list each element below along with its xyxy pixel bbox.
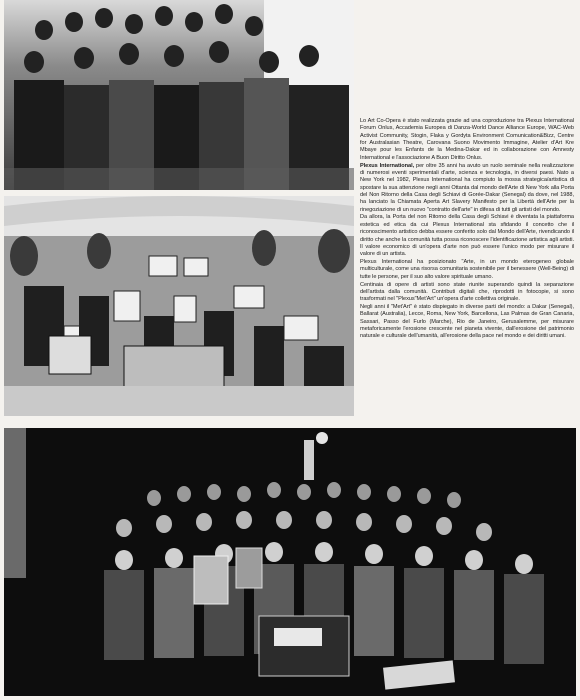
photo-group-bottom xyxy=(4,428,576,696)
photo-group-top xyxy=(4,0,354,190)
paragraph-metart-locations: Negli anni il "Met'Art" è stato dispiegato in diverse parti del mondo: a Dakar (Senegal), Ballarat (Australia), Lecce, Roma, New York, Barcellona, Las Palmas de Gran Canaria, Sassari, Passo del Furlo (Marche), Rio de Janeiro, Gerusalemme, per misurare metaforicamente l'erosione crescente nel pianeta vivente, dall'erosione del patrimonio naturale e culturale dell'umanità, all'erosione della pace nel mondo e dei diritti umani. xyxy=(360,304,574,340)
paragraph-door-of-no-return: Da allora, la Porta del non Ritorno della Casa degli Schiavi è diventata la piattaforma estetica ed etica da cui Plexus International sta sfidando il concetto che il riconoscimento artistico debba essere conferito solo dal Mondo dell'Arte, rivendicando il diritto che anche la comunità tutta possa riconoscere l'identificazione artistica agli artisti. Il valore economico di un'opera d'arte non può essere l'unico modo per misurare il valore di un artista. xyxy=(360,214,574,258)
paragraph-coproduction: Lo Art Co-Opera è stato realizzata grazie ad una coproduzione tra Plexus International Forum Onlus, Accademia Europea di Danza-World Dance Alliance Europe, WAC-Web Activist Community, Stogin, Flaka y Gordyta Environment Comunication&Bizz, Centre for Australasian Theatre, Carovana Suono Movimento Immagine, Atelier d'Art Kre Mbaye pour les Enfants de la Medina-Dakar ed in collaborazione con Amnesty International e l'associazione A Buon Diritto Onlus. xyxy=(360,118,574,161)
paragraph-collective-artwork: Centinaia di opere di artisti sono state riunite superando quindi la separazione dell'artista dalla comunità. Contributi digitali che, riprodotti in fotocopie, si sono trasformati nel "Plexus"Met'Art" un'opera d'arte collettiva originale. xyxy=(360,281,574,303)
article-text-column xyxy=(360,118,574,341)
photo-group-middle-image xyxy=(4,196,354,416)
photo-group-top-image xyxy=(4,0,354,190)
paragraph-art-well-being: Plexus International ha posizionato "Arte, in un mondo eterogeneo globale multiculturale, come una risorsa comunitaria sostenibile per il benessere (Well-Being) di tutte le persone, per il suo alto valore spirituale umano. xyxy=(360,259,574,280)
paragraph-plexus-intro-text: per oltre 35 anni ha avuto un ruolo seminale nella realizzazione di numerosi eventi sperimentali d'arte, scienza e tecnologia, in diversi paesi. Nato a New York nel 1982, Plexus International ha compiuto la mossa strategica/artistica di spostare la sua attenzione negli anni Ottanta dal mondo dell'Arte di New York alla Porta del Non Ritorno della Casa degli Schiavi di Gorée-Dakar (Senegal) da dove, nel 1988, ha lanciato la Chiamata Aperta Art Slavery Manifesto per la Libertà dell'Arte per la rinegoziazione di un nuovo "contratto dell'arte" in difesa di tutti gli artisti del mondo. xyxy=(360,162,574,213)
paragraph-plexus-intro xyxy=(360,163,574,214)
plexus-bold-lead: Plexus International, xyxy=(360,162,415,169)
photo-group-bottom-image xyxy=(4,428,576,696)
photo-group-middle xyxy=(4,196,354,416)
